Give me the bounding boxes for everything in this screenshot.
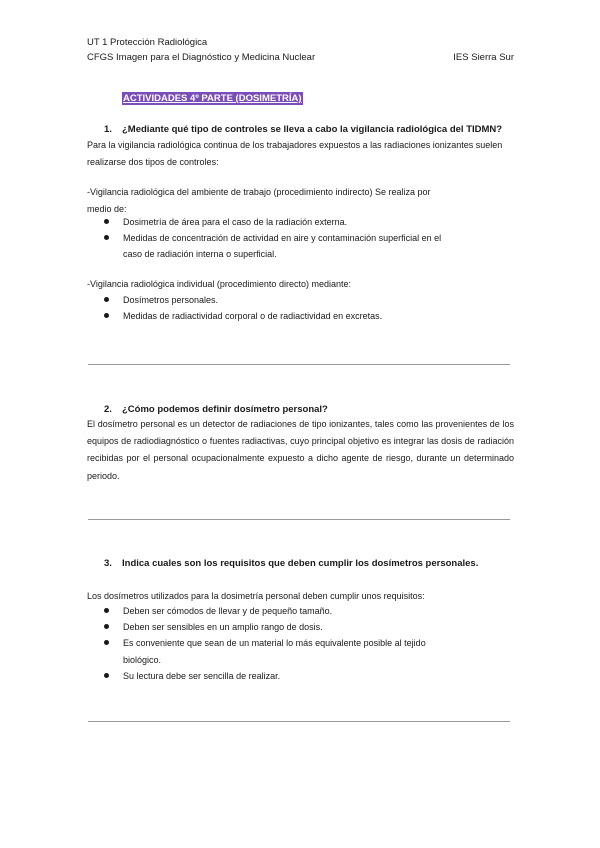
question-3-number: 3. [104,558,112,569]
list-item: Medidas de concentración de actividad en aire y contaminación superficial en el caso de radiación interna o superficial. [87,230,453,262]
list-item: Es conveniente que sean de un material lo más equivalente posible al tejido biológico. [87,635,453,667]
divider [88,364,510,365]
q3-intro: Los dosímetros utilizados para la dosimetría personal deben cumplir unos requisitos: [87,591,425,601]
question-3-text: Indica cuales son los requisitos que deben cumplir los dosímetros personales. [122,558,479,569]
list-item: Dosimetría de área para el caso de la radiación externa. [87,214,487,230]
question-1 [104,124,502,135]
bullet-icon [104,297,109,302]
divider [88,721,510,722]
bullet-icon [104,219,109,224]
list-item: Deben ser cómodos de llevar y de pequeño tamaño. [87,603,487,619]
bullet-icon [104,673,109,678]
header-unit: UT 1 Protección Radiológica [87,37,208,48]
question-3 [104,558,478,569]
question-2-text: ¿Cómo podemos definir dosímetro personal? [122,404,328,415]
bullet-icon [104,608,109,613]
q1-individual-lead: -Vigilancia radiológica individual (procedimiento directo) mediante: [87,279,351,289]
bullet-icon [104,640,109,645]
bullet-icon [104,624,109,629]
question-1-text: ¿Mediante qué tipo de controles se lleva a cabo la vigilancia radiológica del TIDMN? [122,124,503,135]
q1-ambient-lead: -Vigilancia radiológica del ambiente de trabajo (procedimiento indirecto) Se realiza por medio de: [87,187,431,214]
bullet-icon [104,235,109,240]
q1-intro: Para la vigilancia radiológica continua de los trabajadores expuestos a las radiaciones ionizantes suelen realizarse dos tipos de controles: [87,140,503,167]
divider [88,519,510,520]
q3-requirements-list [87,603,487,684]
bullet-icon [104,313,109,318]
list-item: Su lectura debe ser sencilla de realizar. [87,668,487,684]
header-school: IES Sierra Sur [453,52,514,63]
list-item: Dosímetros personales. [87,292,487,308]
question-2-number: 2. [104,404,112,415]
question-1-number: 1. [104,124,112,135]
q1-individual-list [87,292,487,324]
question-2 [104,404,328,415]
list-item: Deben ser sensibles en un amplio rango de dosis. [87,619,487,635]
header-course: CFGS Imagen para el Diagnóstico y Medicina Nuclear [87,52,316,63]
list-item: Medidas de radiactividad corporal o de radiactividad en excretas. [87,308,487,324]
q2-answer: El dosímetro personal es un detector de radiaciones de tipo ionizantes, tales como las provenientes de los equipos de radiodiagnóstico o fuentes radiactivas, cuyo principal objetivo es integrar las dosis de radiación recibidas por el personal ocupacionalmente expuesto a dicho agente de riesgo, durante un determinado periodo. [87,419,514,481]
section-title: ACTIVIDADES 4º PARTE (DOSIMETRÍA) [123,93,302,104]
q1-ambient-list [87,214,487,263]
